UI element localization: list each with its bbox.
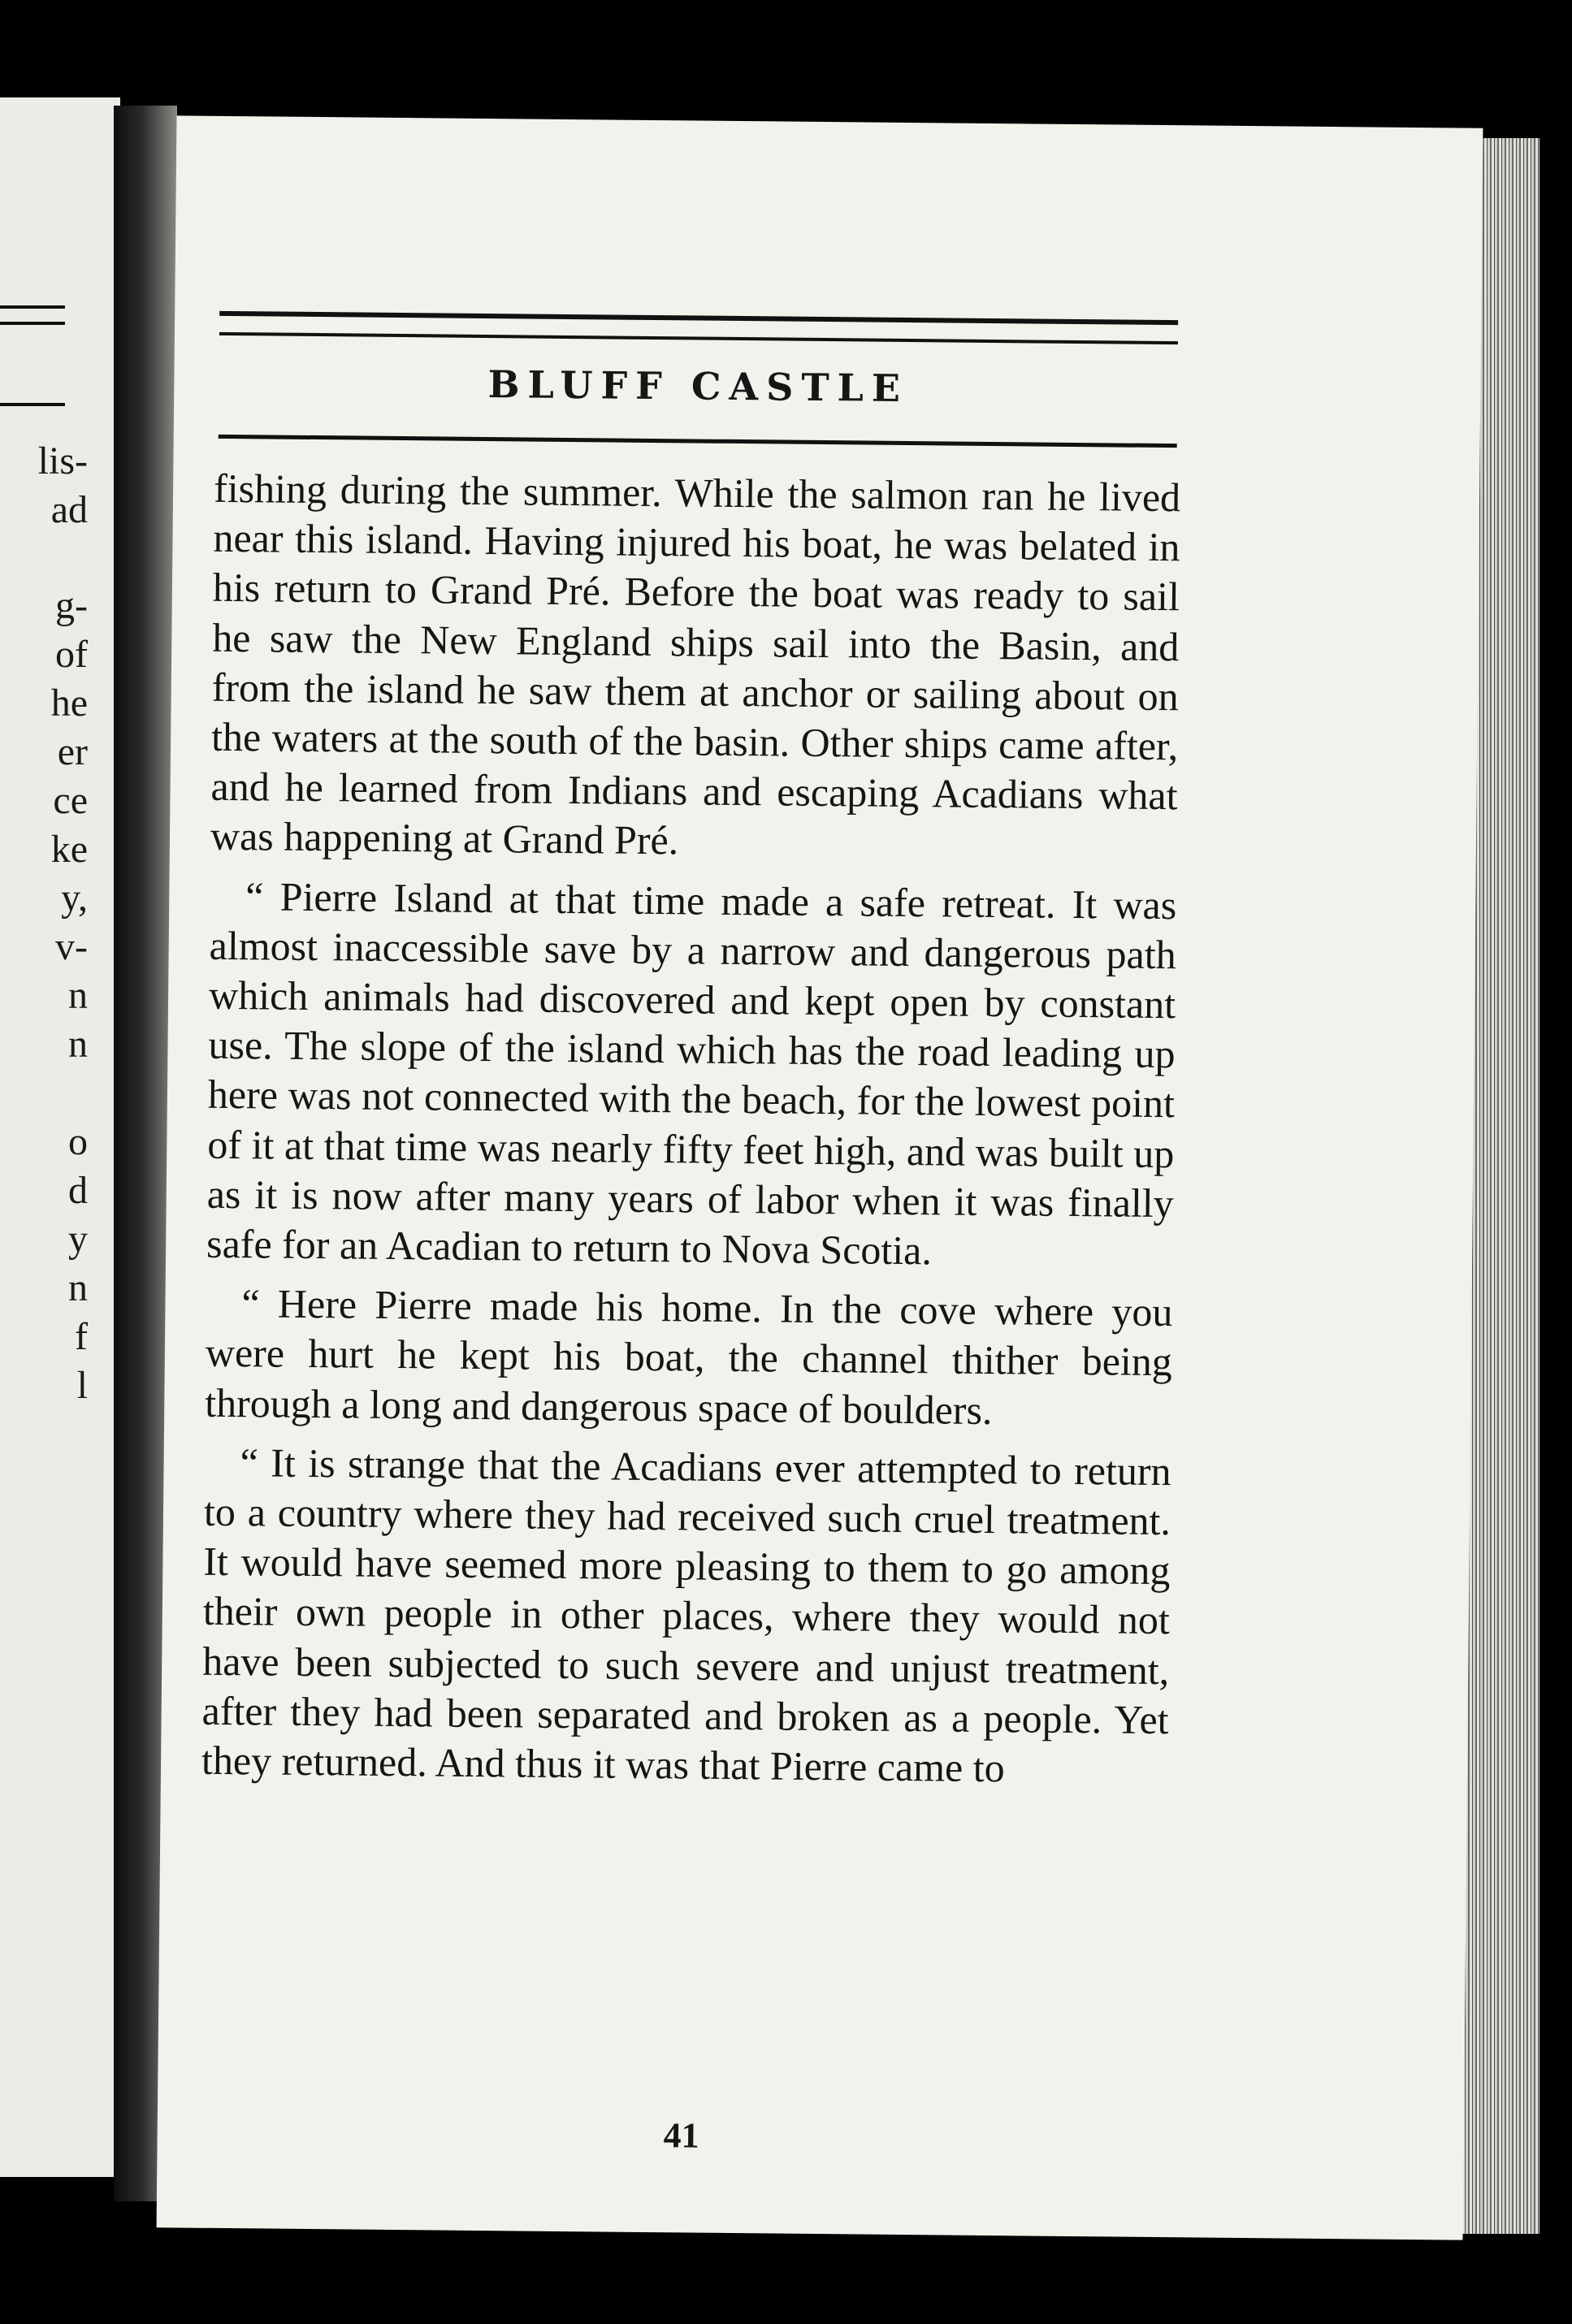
- paragraph: “ Here Pierre made his home. In the cove where you were hurt he kept his boat, the channel thither being through a long and dangerous space of boulders.: [205, 1280, 1173, 1433]
- header-rule-top: [219, 311, 1178, 325]
- previous-page-text-fragment: f: [75, 1315, 88, 1358]
- previous-page-text-fragment: v-: [55, 925, 88, 968]
- previous-page-text-fragment: o: [68, 1120, 88, 1163]
- previous-page-rule: [0, 322, 65, 325]
- paragraph: “ Pierre Island at that time made a safe retreat. It was almost inaccessible save by a narrow and dangerous path which animals had discovered and kept open by constant use. The slope of the island which has the road leading up here was not connected with the beach, for the lowest point of it at that time was nearly fifty feet high, and was built up as it is now after many years of labor when it was finally safe for an Acadian to return to Nova Scotia.: [206, 872, 1177, 1274]
- previous-page-rule: [0, 305, 65, 309]
- previous-page-text-fragment: d: [68, 1169, 88, 1212]
- header-rule-top-thin: [219, 332, 1178, 344]
- previous-page-text-fragment: y,: [61, 876, 88, 920]
- previous-page-text-fragment: he: [50, 682, 88, 725]
- previous-page-text-fragment: ce: [53, 779, 88, 822]
- book-page: [157, 115, 1483, 2240]
- body-text: [201, 464, 1181, 1805]
- running-head: BLUFF CASTLE: [487, 362, 909, 411]
- previous-page-text-fragment: y: [68, 1218, 88, 1261]
- previous-page-text-fragment: er: [57, 730, 88, 773]
- previous-page-text-fragment: l: [76, 1364, 88, 1407]
- previous-page-text-fragment: g-: [55, 584, 88, 627]
- previous-page-text-fragment: n: [68, 1266, 88, 1309]
- paragraph: fishing during the summer. While the salmon ran he lived near this island. Having injured his boat, he was belated in his return to Grand Pré. Before the boat was ready to sail he saw the New England ships sail into the Basin, and from the island he saw them at anchor or sailing about on the waters at the south of the basin. Other ships came after, and he learned from Indians and escaping Acadians what was happening at Grand Pré.: [210, 465, 1181, 863]
- paragraph: “ It is strange that the Acadians ever attempted to return to a country where they had received such cruel treatment. It would have seemed more pleasing to them to go among their own people in other places, where they would not have been subjected to such severe and unjust treatment, after they had been separated and broken as a people. Yet they returned. And thus it was that Pierre came to: [201, 1439, 1171, 1791]
- page-number: 41: [663, 2115, 699, 2156]
- previous-page-edge: [0, 97, 120, 2177]
- header-rule-bottom: [219, 435, 1177, 448]
- previous-page-text-fragment: ad: [50, 488, 88, 531]
- previous-page-rule: [0, 403, 65, 406]
- previous-page-text-fragment: ke: [50, 828, 88, 871]
- previous-page-text-fragment: lis-: [37, 439, 88, 483]
- previous-page-text-fragment: n: [68, 974, 88, 1017]
- previous-page-text-fragment: of: [55, 633, 88, 676]
- previous-page-text-fragment: n: [68, 1023, 88, 1066]
